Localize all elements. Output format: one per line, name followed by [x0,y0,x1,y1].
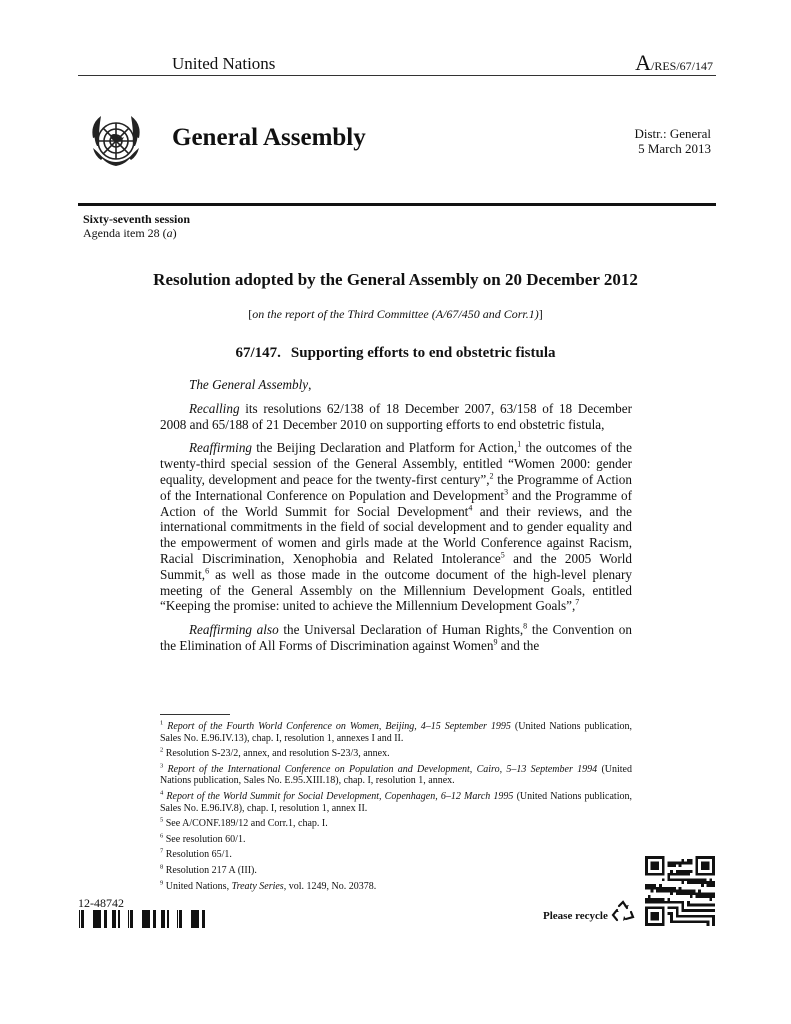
p2-text-d: and the Programme of Action of the World Summit for Social Development [160,487,632,519]
p2-text-f: and the 2005 World Summit, [160,550,632,582]
footnote-text: (United Nations publication, Sales No. E.96.IV.8), chap. I, resolution 1, annex II. [160,790,632,814]
distribution-block [634,126,711,156]
session-name: Sixty-seventh session [83,212,191,226]
report-close-bracket: ] [538,307,543,321]
p2-lead: Reaffirming [189,440,253,456]
report-open-bracket: [ [248,307,253,321]
preamble-paragraph-1 [160,401,632,433]
footnote-ref-7[interactable]: 7 [575,597,580,607]
document-symbol-prefix: A [635,50,651,75]
document-symbol [635,50,713,76]
footnote-prefix: United Nations, [165,880,232,892]
document-number: 12-48742 [78,896,124,910]
footnote-number: 7 [160,848,164,856]
footnote-text: See resolution 60/1. [165,833,246,845]
footnote-number: 9 [160,879,164,887]
masthead-title: General Assembly [172,124,366,151]
barcode-icon [78,910,210,928]
footnote-3 [160,764,632,787]
resolution-number: 67/147. [235,345,281,361]
footnote-ref-8[interactable]: 8 [523,621,528,631]
session-block [83,212,190,240]
p1-lead: Recalling [189,400,240,416]
footnote-ref-6[interactable]: 6 [205,566,210,576]
preamble-paragraph-2 [160,440,632,614]
footnote-text: (United Nations publication, Sales No. E.96.IV.13), chap. I, resolution 1, annexes I and II. [160,721,632,744]
footnote-text: Resolution 217 A (III). [165,864,257,876]
footnote-text: Resolution S-23/2, annex, and resolution S-23/3, annex. [165,748,390,760]
footnote-number: 8 [160,863,164,871]
footnote-text: See A/CONF.189/12 and Corr.1, chap. I. [165,818,328,830]
footnote-9 [160,881,632,893]
footnote-number: 2 [160,746,164,754]
masthead-rule [78,203,716,206]
footnote-2 [160,748,632,760]
footnote-1 [160,721,632,744]
footnote-text: (United Nations publication, Sales No. E.95.XIII.18), chap. I, resolution 1, annex. [160,763,632,787]
resolution-subject: Supporting efforts to end obstetric fistula [290,345,556,361]
footnote-title: Report of the Fourth World Conference on Women, Beijing, 4–15 September 1995 [167,721,511,732]
footnotes [160,721,632,896]
p3-lead: Reaffirming also [189,622,279,638]
committee-report [0,307,791,322]
footnote-separator [160,714,230,715]
p3-text-a: the Universal Declaration of Human Rights, [278,622,524,638]
p2-text-c: the Programme of Action of the International Conference on Population and Development [160,471,632,503]
p3-text-c: and the [497,637,540,653]
footnote-title: Report of the World Summit for Social Development, Copenhagen, 6–12 March 1995 [166,790,514,802]
footnote-ref-9[interactable]: 9 [493,637,498,647]
document-symbol-rest: /RES/67/147 [650,59,713,73]
footnote-ref-3[interactable]: 3 [504,487,509,497]
footnote-ref-5[interactable]: 5 [500,550,505,560]
report-text: on the report of the Third Committee (A/67/450 and Corr.1) [252,307,539,321]
agenda-letter: a [166,226,173,240]
p1-text: its resolutions 62/138 of 18 December 2007, 63/158 of 18 December 2008 and 65/188 of 21 December 2010 on supporting efforts to end obstetric fistula, [160,400,632,432]
preamble-paragraph-3 [160,622,632,654]
p2-text-g: as well as those made in the outcome document of the high-level plenary meeting of the General Assembly on the Millennium Development Goals, entitled “Keeping the promise: united to achieve the Millennium Development Goals”, [160,566,632,614]
footnote-number: 4 [160,789,164,797]
agenda-item [83,226,190,240]
header-rule [78,75,716,76]
footnote-number: 5 [160,816,164,824]
footnote-text: , vol. 1249, No. 20378. [283,880,377,892]
un-emblem-icon [83,108,149,174]
issue-date: 5 March 2013 [638,141,711,156]
distribution-label: Distr.: General [634,126,711,141]
footnote-number: 3 [160,762,164,770]
footnote-4 [160,791,632,814]
resolution-heading [0,345,791,362]
recycle-icon [611,900,635,924]
p2-text-b: the outcomes of the twenty-third special session of the General Assembly, entitled “Women 2000: gender equality, development and peace for the twenty-first century”, [160,440,632,487]
qr-code-icon [645,856,715,926]
resolution-title: Resolution adopted by the General Assembly on 20 December 2012 [153,270,638,289]
footnote-8 [160,865,632,877]
footnote-text: Resolution 65/1. [165,849,232,861]
footnote-ref-2[interactable]: 2 [489,471,494,481]
p3-text-b: the Convention on the Elimination of All Forms of Discrimination against Women [160,622,632,653]
opening-subject: The General Assembly [189,377,309,392]
recycle-label: Please recycle [543,910,608,922]
footnote-number: 1 [160,719,164,727]
agenda-prefix: Agenda item 28 ( [83,226,167,240]
footnote-title: Report of the International Conference on Population and Development, Cairo, 5–13 September 1994 [167,763,598,775]
agenda-suffix: ) [172,226,177,240]
opening-paragraph: The General Assembly, [189,377,312,392]
footnote-title: Treaty Series [231,880,284,892]
footnote-6 [160,834,632,846]
footnote-ref-4[interactable]: 4 [468,503,473,513]
p2-text-a: the Beijing Declaration and Platform for Action, [252,440,518,456]
resolution-body [160,377,632,662]
footnote-5 [160,818,632,830]
footnote-number: 6 [160,832,164,840]
footnote-7 [160,849,632,861]
header-org: United Nations [172,54,276,73]
p2-text-e: and their reviews, and the international commitments in the field of social development and to gender equality and the empowerment of women and girls made at the World Conference against Racism, Racial Discrimination, Xenophobia and Related Intolerance [160,503,632,566]
footnote-ref-1[interactable]: 1 [517,440,522,449]
